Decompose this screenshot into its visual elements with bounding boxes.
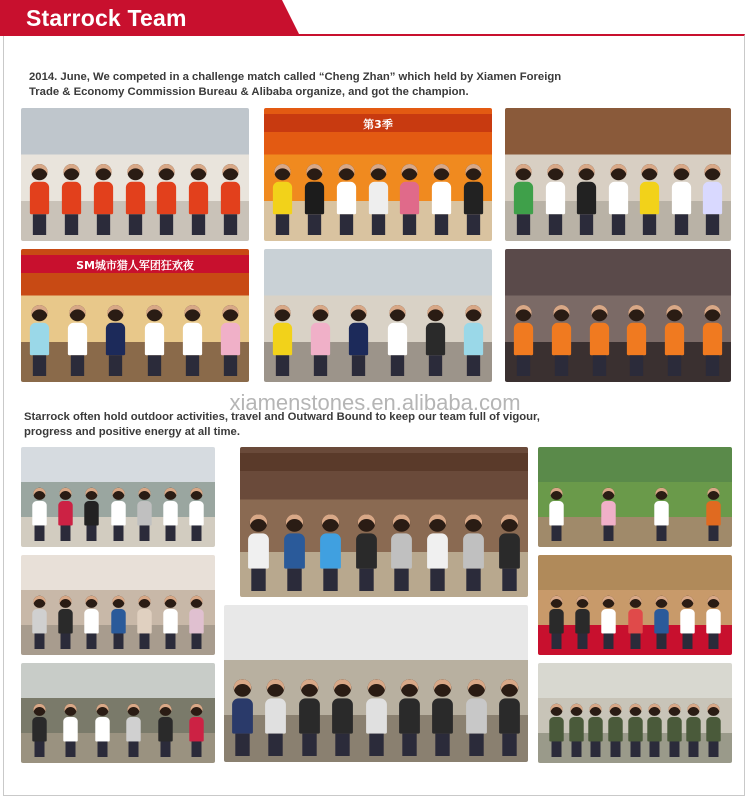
photo-person [183, 305, 202, 376]
photo-person [126, 704, 140, 757]
photo-person [299, 679, 320, 756]
photo-person [106, 305, 125, 376]
photo-person [58, 596, 72, 649]
photo-person [464, 305, 483, 376]
photo-person [687, 704, 701, 757]
photo-person [232, 679, 253, 756]
intro-paragraph [29, 70, 561, 100]
photo-person [64, 704, 78, 757]
photo-seaside-trip [21, 447, 215, 547]
intro-line-1: 2014. June, We competed in a challenge match called “Cheng Zhan” which held by Xiamen Foreign [29, 71, 562, 83]
photo-person [158, 704, 172, 757]
photo-person [189, 596, 203, 649]
photo-person [549, 488, 563, 541]
photo-person [32, 488, 46, 541]
photo-person [466, 679, 487, 756]
page-title: Starrock Team [26, 5, 187, 31]
photo-person [30, 305, 49, 376]
photo-person [163, 596, 177, 649]
photo-person [189, 488, 203, 541]
photo-person [248, 514, 269, 591]
photo-person [111, 596, 125, 649]
photo-person [400, 164, 419, 235]
photo-person [85, 488, 99, 541]
photo-person [654, 596, 668, 649]
photo-person [332, 679, 353, 756]
photo-person [703, 305, 722, 376]
photo-person [602, 596, 616, 649]
photo-person [627, 305, 646, 376]
intro-line-2: Trade & Economy Commission Bureau & Alibaba organize, and got the champion. [29, 86, 469, 98]
photo-person [32, 704, 46, 757]
photo-person [514, 305, 533, 376]
photo-person [368, 164, 387, 235]
photo-person [549, 704, 563, 757]
photo-person [337, 164, 356, 235]
photo-person [30, 164, 49, 235]
outdoor-paragraph [24, 410, 540, 440]
photo-person [94, 164, 113, 235]
photo-person [703, 164, 722, 235]
photo-person [265, 679, 286, 756]
photo-tulou-courtyard [240, 447, 528, 597]
photo-person [157, 164, 176, 235]
photo-person [125, 164, 144, 235]
photo-person [706, 704, 720, 757]
photo-person [514, 164, 533, 235]
photo-person [58, 488, 72, 541]
photo-person [640, 164, 659, 235]
photo-person [356, 514, 377, 591]
photo-person [392, 514, 413, 591]
photo-person [706, 488, 720, 541]
photo-team-company-lobby [21, 108, 249, 241]
photo-person [221, 164, 240, 235]
photo-person [273, 305, 292, 376]
photo-person [499, 514, 520, 591]
photo-person [577, 164, 596, 235]
photo-person [432, 164, 451, 235]
photo-camo-team [538, 663, 732, 763]
watermark: xiamenstones.en.alibaba.com [229, 390, 521, 415]
photo-person [137, 488, 151, 541]
photo-person [144, 305, 163, 376]
photo-person [189, 704, 203, 757]
photo-village-gate [21, 555, 215, 655]
photo-person [499, 679, 520, 756]
photo-person [665, 305, 684, 376]
photo-person [85, 596, 99, 649]
outdoor-line-2: progress and positive energy at all time. [24, 426, 240, 438]
photo-person [628, 596, 642, 649]
photo-person [463, 514, 484, 591]
photo-person [589, 305, 608, 376]
photo-person [608, 704, 622, 757]
photo-person [432, 679, 453, 756]
photo-person [671, 164, 690, 235]
photo-person [608, 164, 627, 235]
photo-person [68, 305, 87, 376]
photo-person [273, 164, 292, 235]
photo-person [680, 596, 694, 649]
photo-person [163, 488, 177, 541]
photo-person [95, 704, 109, 757]
photo-person [552, 305, 571, 376]
photo-person [32, 596, 46, 649]
photo-award-stage [264, 108, 492, 241]
photo-mountain-rest [21, 663, 215, 763]
photo-person [366, 679, 387, 756]
photo-person [387, 305, 406, 376]
photo-person [111, 488, 125, 541]
photo-sm-city-event [21, 249, 249, 382]
photo-banner [240, 453, 528, 471]
photo-office-group [505, 108, 731, 241]
photo-person [549, 596, 563, 649]
photo-outdoor-stage-group [264, 249, 492, 382]
photo-person [311, 305, 330, 376]
photo-person [628, 704, 642, 757]
photo-person [426, 305, 445, 376]
photo-person [464, 164, 483, 235]
photo-person [284, 514, 305, 591]
photo-sign-text: SM城市猎人军团狂欢夜 [76, 259, 194, 272]
photo-person [427, 514, 448, 591]
photo-person [575, 596, 589, 649]
photo-person [221, 305, 240, 376]
photo-person [545, 164, 564, 235]
photo-person [654, 488, 668, 541]
photo-person [667, 704, 681, 757]
photo-person [569, 704, 583, 757]
photo-person [647, 704, 661, 757]
photo-person [305, 164, 324, 235]
photo-person [399, 679, 420, 756]
photo-outward-bound-helmets [224, 605, 528, 762]
photo-person [137, 596, 151, 649]
photo-person [62, 164, 81, 235]
photo-banquet-dinner [538, 555, 732, 655]
outdoor-line-1: Starrock often hold outdoor activities, travel and Outward Bound to keep our team full of vigour, [24, 411, 540, 423]
photo-orchard-harvest [538, 447, 732, 547]
photo-sign-text: 第3季 [363, 118, 393, 131]
photo-person [589, 704, 603, 757]
photo-trophy-winners [505, 249, 731, 382]
photo-person [706, 596, 720, 649]
photo-person [349, 305, 368, 376]
photo-person [189, 164, 208, 235]
photo-person [320, 514, 341, 591]
photo-person [602, 488, 616, 541]
